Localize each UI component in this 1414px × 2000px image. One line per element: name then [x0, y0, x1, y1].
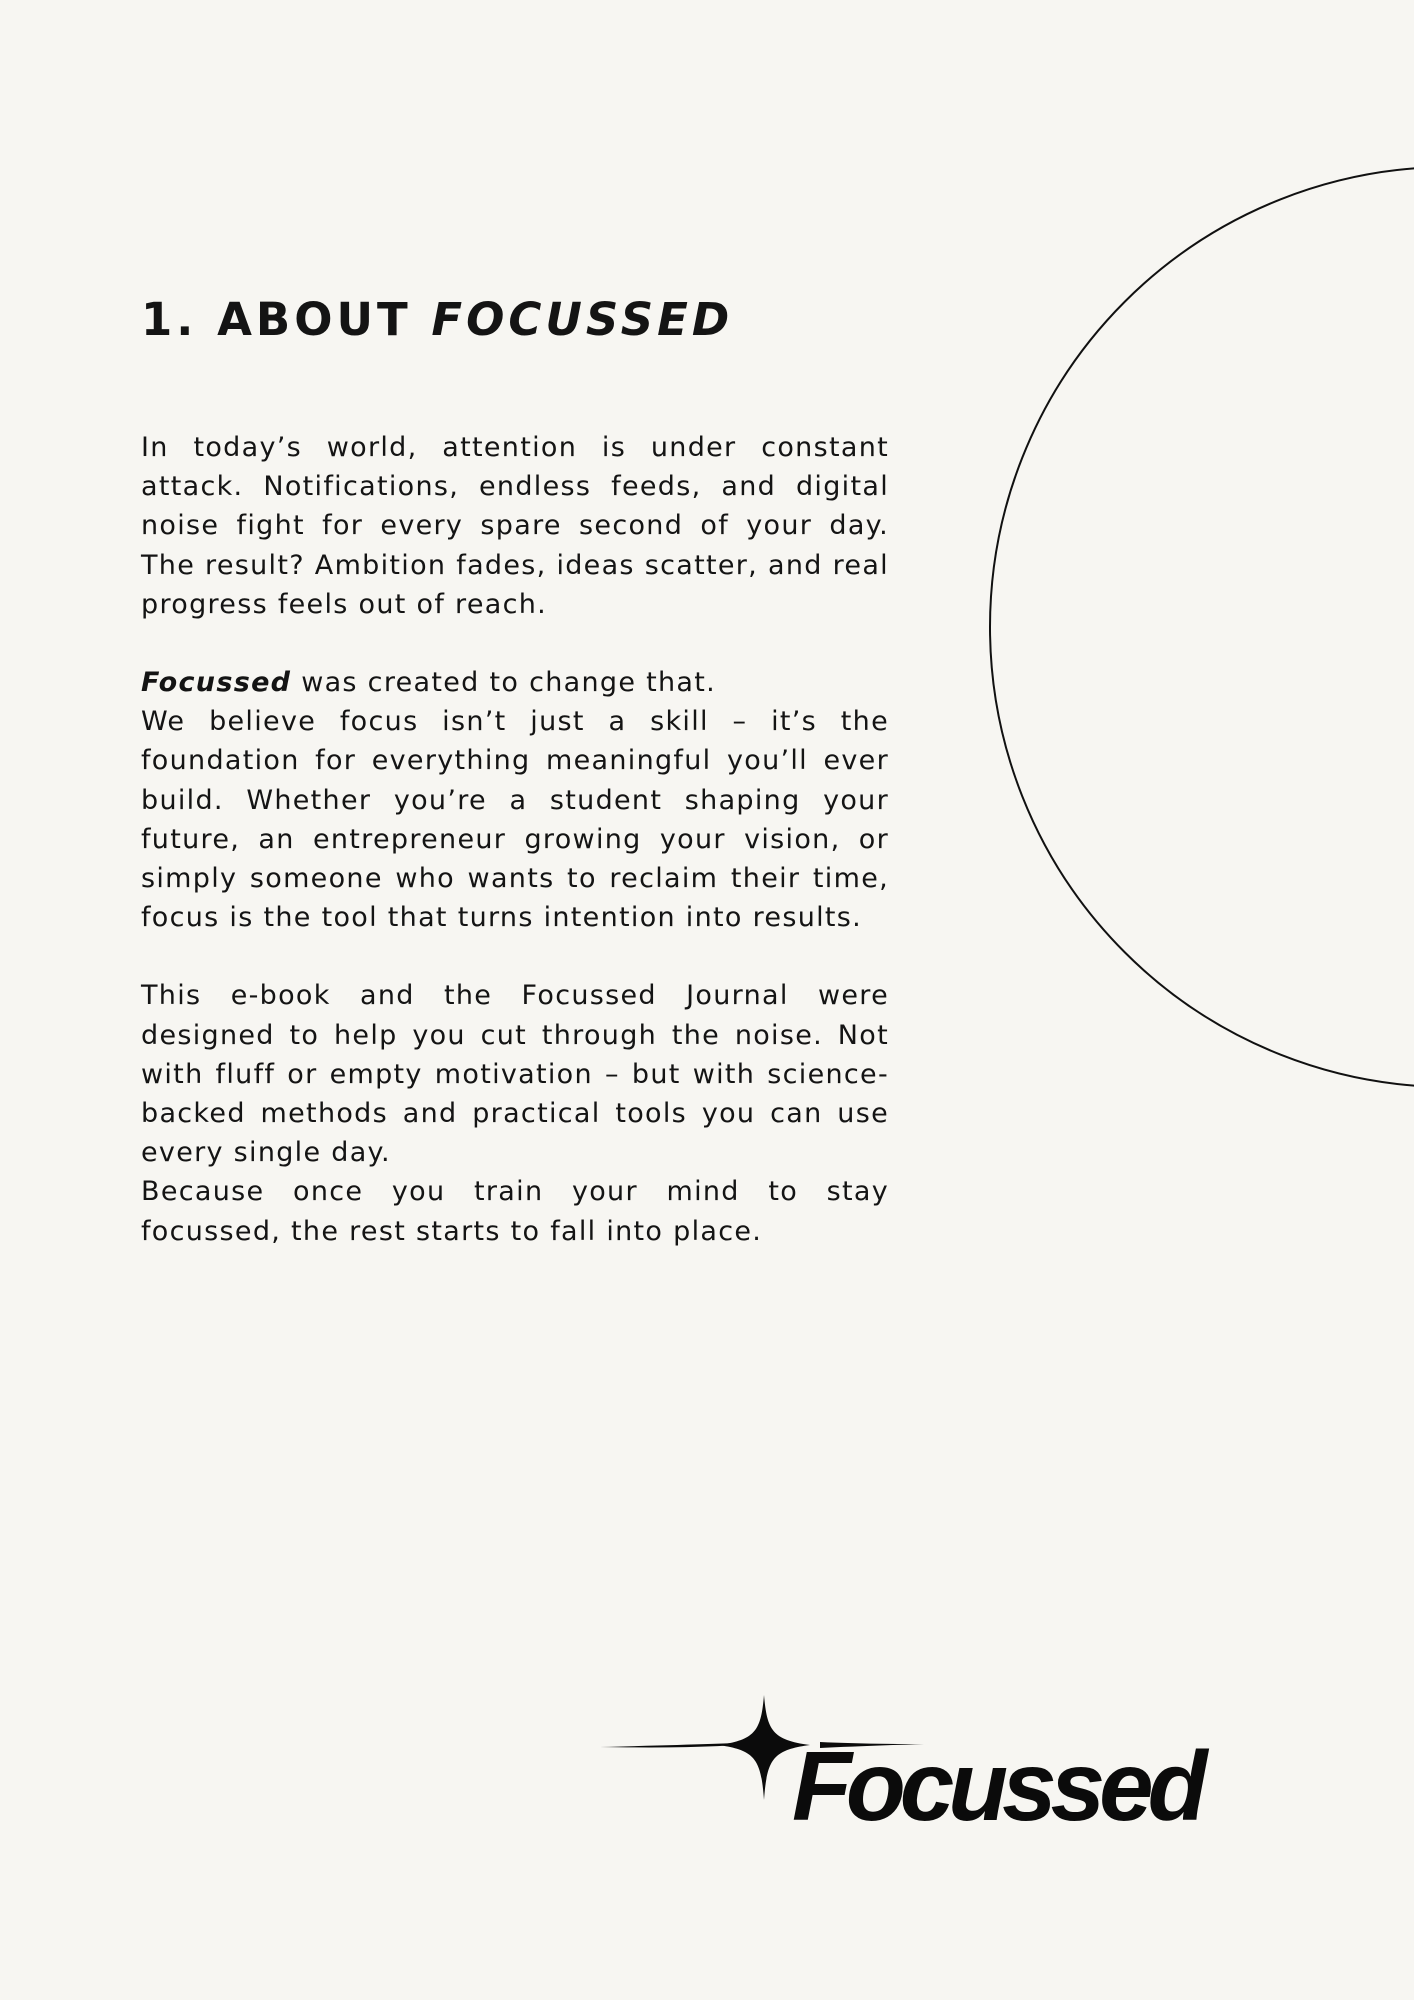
brand-name-inline: Focussed [141, 667, 292, 699]
paragraph-closing: Because once you train your mind to stay focussed, the rest starts to fall into place. [141, 1176, 889, 1247]
page-title [141, 292, 733, 348]
body-text [141, 428, 889, 1251]
paragraph-ebook: This e-book and the Focussed Journal were designed to help you cut through the noise. Not with fluff or empty motivation – but with science-backed methods and practical tools you can use every single day. [141, 980, 889, 1169]
title-emphasis: FOCUSSED [431, 293, 734, 346]
logo-wordmark: Focussed [792, 1731, 1202, 1841]
paragraph-belief: We believe focus isn’t just a skill – it’s the foundation for everything meaningful you’ll ever build. Whether you’re a student shaping your future, an entrepreneur growing your vision, or simply someone who wants to reclaim their time, focus is the tool that turns intention into results. [141, 706, 889, 934]
paragraph-purpose-rest: was created to change that. [291, 667, 717, 699]
paragraph-purpose [141, 663, 889, 702]
focussed-logo [600, 1690, 1260, 1850]
title-prefix: 1. ABOUT [141, 293, 412, 346]
paragraph-intro: In today’s world, attention is under constant attack. Notifications, endless feeds, and digital noise fight for every spare second of your day. The result? Ambition fades, ideas scatter, and real progress feels out of reach. [141, 432, 889, 620]
